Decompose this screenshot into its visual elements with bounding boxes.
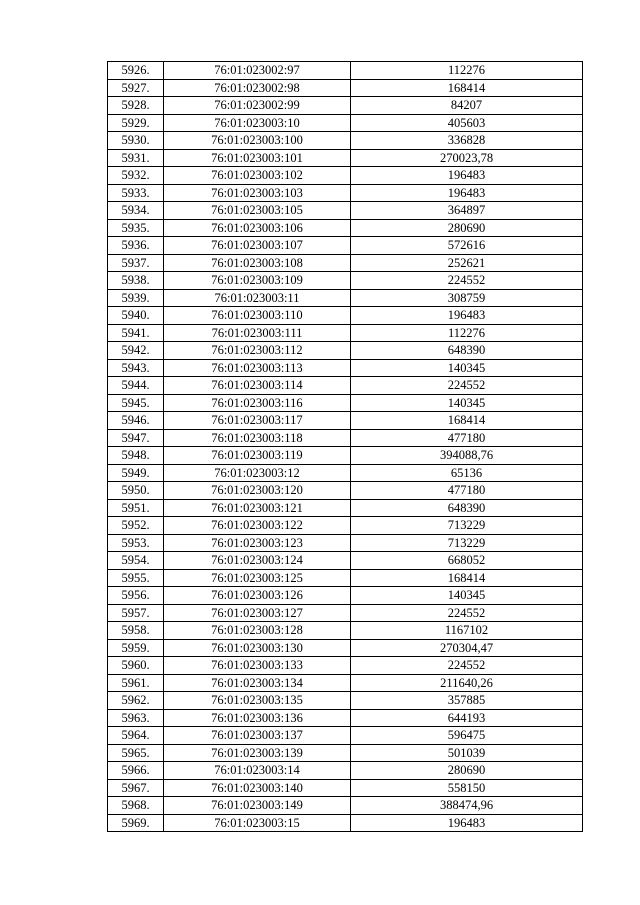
- table-row: [108, 657, 583, 675]
- cadastral-value-cell: 596475: [351, 727, 583, 745]
- cadastral-number-cell: 76:01:023003:111: [164, 324, 351, 342]
- cadastral-number-cell: 76:01:023003:139: [164, 744, 351, 762]
- cadastral-value-cell: 308759: [351, 289, 583, 307]
- row-number-cell: 5966.: [108, 762, 164, 780]
- cadastral-value-cell: 713229: [351, 534, 583, 552]
- row-number-cell: 5942.: [108, 342, 164, 360]
- cadastral-number-cell: 76:01:023003:119: [164, 447, 351, 465]
- row-number-cell: 5957.: [108, 604, 164, 622]
- cadastral-value-cell: 280690: [351, 762, 583, 780]
- cadastral-value-cell: 572616: [351, 237, 583, 255]
- cadastral-number-cell: 76:01:023002:98: [164, 79, 351, 97]
- cadastral-number-cell: 76:01:023003:106: [164, 219, 351, 237]
- table-row: [108, 62, 583, 80]
- cadastral-number-cell: 76:01:023003:122: [164, 517, 351, 535]
- cadastral-value-cell: 388474,96: [351, 797, 583, 815]
- cadastral-value-cell: 140345: [351, 394, 583, 412]
- cadastral-number-cell: 76:01:023003:114: [164, 377, 351, 395]
- cadastral-number-cell: 76:01:023003:102: [164, 167, 351, 185]
- row-number-cell: 5967.: [108, 779, 164, 797]
- row-number-cell: 5965.: [108, 744, 164, 762]
- row-number-cell: 5936.: [108, 237, 164, 255]
- row-number-cell: 5930.: [108, 132, 164, 150]
- cadastral-value-cell: 558150: [351, 779, 583, 797]
- cadastral-number-cell: 76:01:023002:97: [164, 62, 351, 80]
- table-body: [108, 62, 583, 832]
- cadastral-number-cell: 76:01:023003:121: [164, 499, 351, 517]
- row-number-cell: 5958.: [108, 622, 164, 640]
- cadastral-value-cell: 648390: [351, 499, 583, 517]
- cadastral-number-cell: 76:01:023003:133: [164, 657, 351, 675]
- cadastral-number-cell: 76:01:023003:15: [164, 814, 351, 832]
- table-row: [108, 499, 583, 517]
- table-row: [108, 429, 583, 447]
- cadastral-number-cell: 76:01:023003:101: [164, 149, 351, 167]
- row-number-cell: 5961.: [108, 674, 164, 692]
- cadastral-number-cell: 76:01:023003:116: [164, 394, 351, 412]
- cadastral-value-cell: 84207: [351, 97, 583, 115]
- row-number-cell: 5926.: [108, 62, 164, 80]
- row-number-cell: 5949.: [108, 464, 164, 482]
- row-number-cell: 5948.: [108, 447, 164, 465]
- row-number-cell: 5953.: [108, 534, 164, 552]
- row-number-cell: 5964.: [108, 727, 164, 745]
- table-row: [108, 587, 583, 605]
- table-row: [108, 762, 583, 780]
- cadastral-value-cell: 280690: [351, 219, 583, 237]
- cadastral-number-cell: 76:01:023003:112: [164, 342, 351, 360]
- table-row: [108, 97, 583, 115]
- table-row: [108, 727, 583, 745]
- table-row: [108, 709, 583, 727]
- row-number-cell: 5927.: [108, 79, 164, 97]
- cadastral-value-cell: 224552: [351, 377, 583, 395]
- cadastral-value-cell: 168414: [351, 412, 583, 430]
- cadastral-number-cell: 76:01:023003:11: [164, 289, 351, 307]
- cadastral-number-cell: 76:01:023003:140: [164, 779, 351, 797]
- table-row: [108, 272, 583, 290]
- row-number-cell: 5935.: [108, 219, 164, 237]
- row-number-cell: 5952.: [108, 517, 164, 535]
- cadastral-value-cell: 713229: [351, 517, 583, 535]
- cadastral-value-cell: 224552: [351, 657, 583, 675]
- cadastral-number-cell: 76:01:023003:109: [164, 272, 351, 290]
- cadastral-number-cell: 76:01:023003:117: [164, 412, 351, 430]
- cadastral-number-cell: 76:01:023003:130: [164, 639, 351, 657]
- row-number-cell: 5934.: [108, 202, 164, 220]
- row-number-cell: 5950.: [108, 482, 164, 500]
- table-row: [108, 377, 583, 395]
- table-row: [108, 254, 583, 272]
- table-row: [108, 674, 583, 692]
- row-number-cell: 5944.: [108, 377, 164, 395]
- row-number-cell: 5960.: [108, 657, 164, 675]
- cadastral-value-cell: 668052: [351, 552, 583, 570]
- cadastral-number-cell: 76:01:023003:124: [164, 552, 351, 570]
- row-number-cell: 5939.: [108, 289, 164, 307]
- cadastral-value-cell: 112276: [351, 324, 583, 342]
- row-number-cell: 5963.: [108, 709, 164, 727]
- table-row: [108, 184, 583, 202]
- row-number-cell: 5941.: [108, 324, 164, 342]
- cadastral-value-cell: 140345: [351, 587, 583, 605]
- table-row: [108, 744, 583, 762]
- cadastral-value-cell: 211640,26: [351, 674, 583, 692]
- table-row: [108, 569, 583, 587]
- table-row: [108, 359, 583, 377]
- row-number-cell: 5954.: [108, 552, 164, 570]
- table-row: [108, 552, 583, 570]
- table-row: [108, 464, 583, 482]
- cadastral-value-cell: 364897: [351, 202, 583, 220]
- cadastral-number-cell: 76:01:023003:107: [164, 237, 351, 255]
- row-number-cell: 5931.: [108, 149, 164, 167]
- cadastral-value-cell: 252621: [351, 254, 583, 272]
- cadastral-number-cell: 76:01:023003:118: [164, 429, 351, 447]
- cadastral-number-cell: 76:01:023002:99: [164, 97, 351, 115]
- cadastral-value-cell: 196483: [351, 814, 583, 832]
- cadastral-value-cell: 168414: [351, 79, 583, 97]
- table-row: [108, 779, 583, 797]
- row-number-cell: 5951.: [108, 499, 164, 517]
- cadastral-value-cell: 405603: [351, 114, 583, 132]
- cadastral-value-cell: 196483: [351, 184, 583, 202]
- cadastral-value-cell: 336828: [351, 132, 583, 150]
- cadastral-value-cell: 1167102: [351, 622, 583, 640]
- cadastral-value-cell: 224552: [351, 272, 583, 290]
- cadastral-number-cell: 76:01:023003:110: [164, 307, 351, 325]
- table-row: [108, 149, 583, 167]
- table-row: [108, 447, 583, 465]
- row-number-cell: 5955.: [108, 569, 164, 587]
- row-number-cell: 5962.: [108, 692, 164, 710]
- cadastral-value-cell: 501039: [351, 744, 583, 762]
- row-number-cell: 5938.: [108, 272, 164, 290]
- cadastral-value-cell: 196483: [351, 167, 583, 185]
- table-row: [108, 114, 583, 132]
- table-row: [108, 534, 583, 552]
- table-row: [108, 307, 583, 325]
- table-row: [108, 482, 583, 500]
- table-row: [108, 342, 583, 360]
- table-row: [108, 324, 583, 342]
- cadastral-number-cell: 76:01:023003:127: [164, 604, 351, 622]
- cadastral-value-cell: 648390: [351, 342, 583, 360]
- table-row: [108, 79, 583, 97]
- cadastral-value-cell: 196483: [351, 307, 583, 325]
- row-number-cell: 5945.: [108, 394, 164, 412]
- table-row: [108, 132, 583, 150]
- cadastral-number-cell: 76:01:023003:14: [164, 762, 351, 780]
- cadastral-number-cell: 76:01:023003:134: [164, 674, 351, 692]
- cadastral-number-cell: 76:01:023003:123: [164, 534, 351, 552]
- table-row: [108, 167, 583, 185]
- cadastral-number-cell: 76:01:023003:10: [164, 114, 351, 132]
- row-number-cell: 5947.: [108, 429, 164, 447]
- table-row: [108, 622, 583, 640]
- row-number-cell: 5956.: [108, 587, 164, 605]
- table-row: [108, 604, 583, 622]
- table-row: [108, 394, 583, 412]
- cadastral-number-cell: 76:01:023003:128: [164, 622, 351, 640]
- cadastral-number-cell: 76:01:023003:120: [164, 482, 351, 500]
- table-row: [108, 639, 583, 657]
- cadastral-number-cell: 76:01:023003:137: [164, 727, 351, 745]
- cadastral-number-cell: 76:01:023003:105: [164, 202, 351, 220]
- cadastral-number-cell: 76:01:023003:113: [164, 359, 351, 377]
- cadastral-value-cell: 65136: [351, 464, 583, 482]
- row-number-cell: 5932.: [108, 167, 164, 185]
- cadastral-number-cell: 76:01:023003:108: [164, 254, 351, 272]
- table-row: [108, 202, 583, 220]
- row-number-cell: 5946.: [108, 412, 164, 430]
- cadastral-value-cell: 140345: [351, 359, 583, 377]
- table-row: [108, 517, 583, 535]
- row-number-cell: 5928.: [108, 97, 164, 115]
- row-number-cell: 5940.: [108, 307, 164, 325]
- table-row: [108, 412, 583, 430]
- cadastral-value-cell: 477180: [351, 482, 583, 500]
- row-number-cell: 5933.: [108, 184, 164, 202]
- table-row: [108, 814, 583, 832]
- cadastral-number-cell: 76:01:023003:135: [164, 692, 351, 710]
- cadastral-value-cell: 394088,76: [351, 447, 583, 465]
- row-number-cell: 5937.: [108, 254, 164, 272]
- cadastral-number-cell: 76:01:023003:103: [164, 184, 351, 202]
- cadastral-value-table: [107, 61, 583, 832]
- cadastral-number-cell: 76:01:023003:126: [164, 587, 351, 605]
- cadastral-value-cell: 644193: [351, 709, 583, 727]
- table-row: [108, 289, 583, 307]
- cadastral-value-cell: 168414: [351, 569, 583, 587]
- cadastral-value-cell: 357885: [351, 692, 583, 710]
- table-row: [108, 237, 583, 255]
- cadastral-value-cell: 112276: [351, 62, 583, 80]
- table-row: [108, 219, 583, 237]
- cadastral-number-cell: 76:01:023003:100: [164, 132, 351, 150]
- cadastral-number-cell: 76:01:023003:125: [164, 569, 351, 587]
- table-row: [108, 692, 583, 710]
- cadastral-number-cell: 76:01:023003:149: [164, 797, 351, 815]
- row-number-cell: 5959.: [108, 639, 164, 657]
- cadastral-number-cell: 76:01:023003:12: [164, 464, 351, 482]
- cadastral-value-cell: 477180: [351, 429, 583, 447]
- cadastral-value-cell: 270304,47: [351, 639, 583, 657]
- row-number-cell: 5943.: [108, 359, 164, 377]
- row-number-cell: 5968.: [108, 797, 164, 815]
- table-row: [108, 797, 583, 815]
- row-number-cell: 5929.: [108, 114, 164, 132]
- cadastral-value-cell: 224552: [351, 604, 583, 622]
- cadastral-value-cell: 270023,78: [351, 149, 583, 167]
- cadastral-number-cell: 76:01:023003:136: [164, 709, 351, 727]
- row-number-cell: 5969.: [108, 814, 164, 832]
